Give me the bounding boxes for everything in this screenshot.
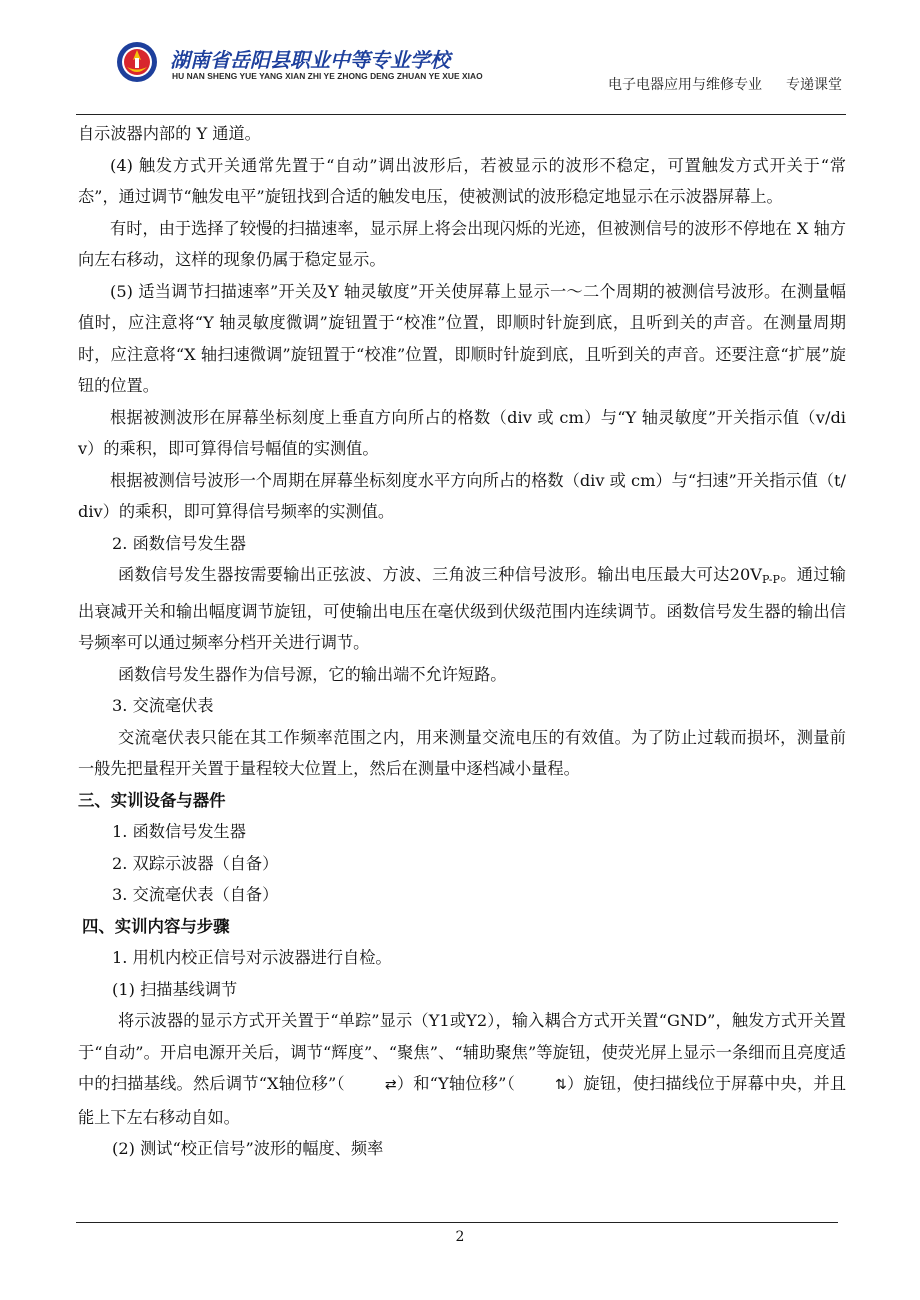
text-run: 函数信号发生器按需要输出正弦波、方波、三角波三种信号波形。输出电压最大可达20V (118, 565, 762, 584)
page-number: 2 (455, 1229, 465, 1245)
page-header (0, 0, 920, 116)
text-run: ）旋钮，使扫描线位于屏幕中央，并且能上下左右移动自如。 (78, 1074, 847, 1127)
paragraph (78, 559, 846, 659)
y-shift-symbol-icon: ⇅ (555, 1077, 567, 1093)
paragraph (78, 1005, 846, 1133)
list-item-function-generator: 2. 函数信号发生器 (112, 533, 246, 553)
footer-divider (76, 1222, 838, 1223)
subscript: P-P (761, 573, 780, 586)
paragraph: (4) 触发方式开关通常先置于“自动”调出波形后，若被显示的波形不稳定，可置触发方式开关于“常态”，通过调节“触发电平”旋钮找到合适的触发电压，使被测试的波形稳定地显示在示波器屏幕上。 (78, 155, 846, 206)
school-name: 湖南省岳阳县职业中等专业学校 (170, 48, 450, 72)
x-shift-symbol-icon: ⇄ (384, 1077, 397, 1093)
sub-step-item: (1) 扫描基线调节 (112, 979, 238, 999)
text-run: 。通过输出衰减开关和输出幅度调节旋钮，可使输出电压在毫伏级到伏级范围内连续调节。函数信号发生器的输出信号频率可以通过频率分档开关进行调节。 (78, 565, 846, 652)
section-heading-steps: 四、实训内容与步骤 (82, 916, 230, 936)
equipment-item: 2. 双踪示波器（自备） (112, 853, 279, 873)
major-name: 电子电器应用与维修专业 (608, 77, 762, 93)
paragraph: 自示波器内部的 Y 通道。 (78, 124, 261, 143)
text-run: ）和“Y轴位移”（ (396, 1074, 516, 1093)
paragraph: (5) 适当调节扫描速率”开关及Y 轴灵敏度”开关使屏幕上显示一～二个周期的被测信号波形。在测量幅值时，应注意将“Y 轴灵敏度微调”旋钮置于“校准”位置，即顺时针旋到底，且听到关的声音。在测量周期时，应注意将“X 轴扫速微调”旋钮置于“校准”位置，即顺时针旋到底，且听到关的声音。还要注意“扩展”旋钮的位置。 (78, 281, 846, 395)
equipment-item: 3. 交流毫伏表（自备） (112, 885, 279, 904)
school-emblem-icon (116, 41, 158, 83)
header-course-info (608, 74, 842, 94)
paragraph: 函数信号发生器作为信号源，它的输出端不允许短路。 (118, 664, 507, 684)
paragraph: 根据被测信号波形一个周期在屏幕坐标刻度水平方向所占的格数（div 或 cm）与“扫速”开关指示值（t/div）的乘积，即可算得信号频率的实测值。 (78, 470, 846, 521)
header-divider (76, 114, 846, 115)
sub-step-item: (2) 测试“校正信号”波形的幅度、频率 (112, 1139, 384, 1158)
school-name-pinyin: HU NAN SHENG YUE YANG XIAN ZHI YE ZHONG DENG ZHUAN YE XUE XIAO (172, 71, 483, 81)
equipment-item: 1. 函数信号发生器 (112, 822, 246, 841)
document-body (78, 118, 846, 1165)
list-item-ac-millivoltmeter: 3. 交流毫伏表 (112, 696, 214, 715)
section-heading-equipment: 三、实训设备与器件 (78, 790, 226, 810)
step-item: 1. 用机内校正信号对示波器进行自检。 (112, 948, 392, 967)
text-run: 将示波器的显示方式开关置于“单踪”显示（Y1或Y2），输入耦合方式开关置“GND”，触发方式开关置于“自动”。开启电源开关后，调节“辉度”、“聚焦”、“辅助聚焦”等旋钮，使荧光屏上显示一条细而且亮度适中的扫描基线。然后调节“X轴位移”（ (78, 1011, 846, 1093)
course-name: 专递课堂 (786, 77, 842, 93)
paragraph: 有时，由于选择了较慢的扫描速率，显示屏上将会出现闪烁的光迹，但被测信号的波形不停地在 X 轴方向左右移动，这样的现象仍属于稳定显示。 (78, 218, 846, 269)
paragraph: 根据被测波形在屏幕坐标刻度上垂直方向所占的格数（div 或 cm）与“Y 轴灵敏度”开关指示值（v/div）的乘积，即可算得信号幅值的实测值。 (78, 407, 846, 458)
paragraph: 交流毫伏表只能在其工作频率范围之内，用来测量交流电压的有效值。为了防止过载而损坏，测量前一般先把量程开关置于量程较大位置上，然后在测量中逐档减小量程。 (78, 727, 846, 778)
